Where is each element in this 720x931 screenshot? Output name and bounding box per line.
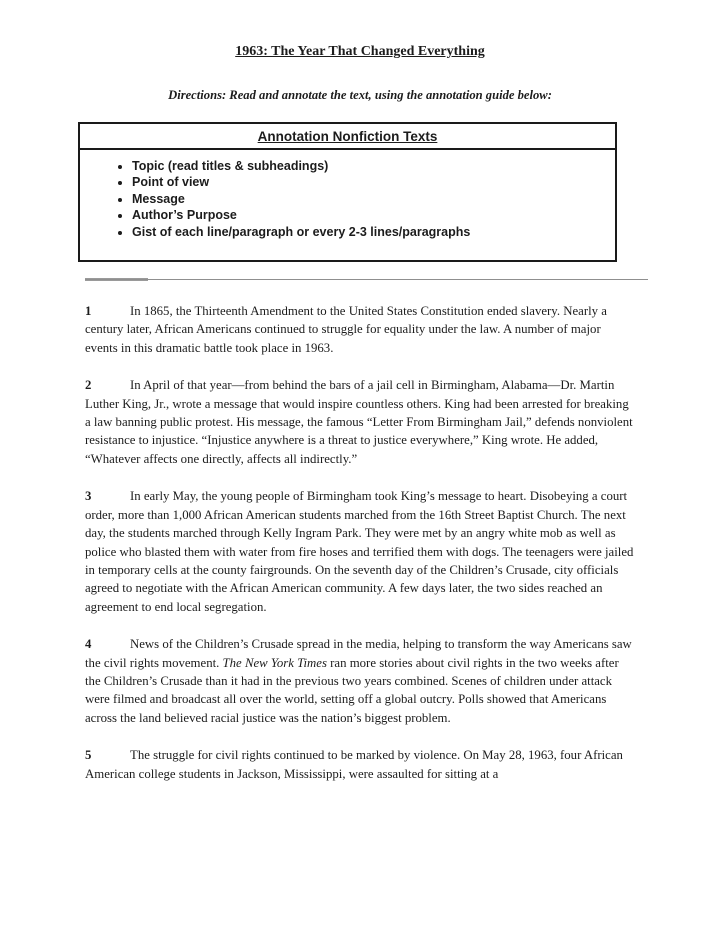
horizontal-rule-line (85, 279, 648, 280)
paragraph-text: In April of that year—from behind the bars of a jail cell in Birmingham, Alabama—Dr. Martin Luther King, Jr., wrote a message that would inspire countless others. King had been arrested for breaking a law banning public protest. His message, the famous “Letter From Birmingham Jail,” defends nonviolent resistance to injustice. “Injustice anywhere is a threat to justice everywhere,” King wrote. He added, “Whatever affects one directly, affects all indirectly.” (85, 378, 633, 466)
paragraph-text: In 1865, the Thirteenth Amendment to the United States Constitution ended slavery. Nearly a century later, African Americans continued to struggle for equality under the law. A number of major events in this dramatic battle took place in 1963. (85, 304, 607, 355)
paragraph-number: 4 (85, 637, 92, 652)
paragraph-number: 3 (85, 489, 92, 504)
paragraph-number: 2 (85, 378, 92, 393)
paragraph-number: 1 (85, 304, 92, 319)
paragraph-3 (85, 487, 635, 616)
paragraph-5 (85, 746, 635, 783)
list-item: • Message (132, 191, 605, 207)
paragraph-number: 5 (85, 748, 92, 763)
annotation-guide-box (78, 122, 617, 262)
annotation-guide-heading-text: Annotation Nonfiction Texts (257, 129, 438, 144)
list-item: • Gist of each line/paragraph or every 2-3 lines/paragraphs (132, 224, 605, 240)
paragraph-text: The struggle for civil rights continued to be marked by violence. On May 28, 1963, four African American college students in Jackson, Mississippi, were assaulted for sitting at a (85, 748, 623, 781)
directions-line: Directions: Read and annotate the text, using the annotation guide below: (168, 88, 552, 102)
annotation-guide-heading (80, 124, 615, 150)
paragraph-1 (85, 302, 635, 357)
annotation-guide-list (80, 158, 615, 260)
paragraph-italic-text: The New York Times (222, 655, 327, 670)
paragraph-text: In early May, the young people of Birmingham took King’s message to heart. Disobeying a court order, more than 1,000 African American students marched from the 16th Street Baptist Church. The next day, the students marched through Kelly Ingram Park. They were met by an angry white mob as well as police who blasted them with water from fire hoses and terrified them with dogs. The teenagers were jailed in temporary cells at the county fairgrounds. On the seventh day of the Children’s Crusade, city officials agreed to negotiate with the African American community. A few days later, the two sides reached an agreement to end local segregation. (85, 489, 634, 614)
paragraph-text: ran more stories about civil rights in the two weeks after the Children’s Crusade than it had in the previous two years combined. Scenes of children under attack were filmed and broadcast all over the world, setting off a global outcry. Polls showed that Americans across the land believed racial justice was the nation’s biggest problem. (85, 655, 619, 725)
paragraph-text: News of the Children’s Crusade spread in the media, helping to transform the way Americans saw the civil rights movement. (85, 637, 632, 670)
page-title: 1963: The Year That Changed Everything (235, 44, 485, 59)
paragraph-2 (85, 376, 635, 468)
horizontal-rule (85, 278, 648, 282)
list-item: • Author’s Purpose (132, 207, 605, 223)
list-item: • Point of view (132, 174, 605, 190)
list-item: • Topic (read titles & subheadings) (132, 158, 605, 174)
paragraph-4 (85, 635, 635, 727)
article-body (0, 302, 720, 783)
